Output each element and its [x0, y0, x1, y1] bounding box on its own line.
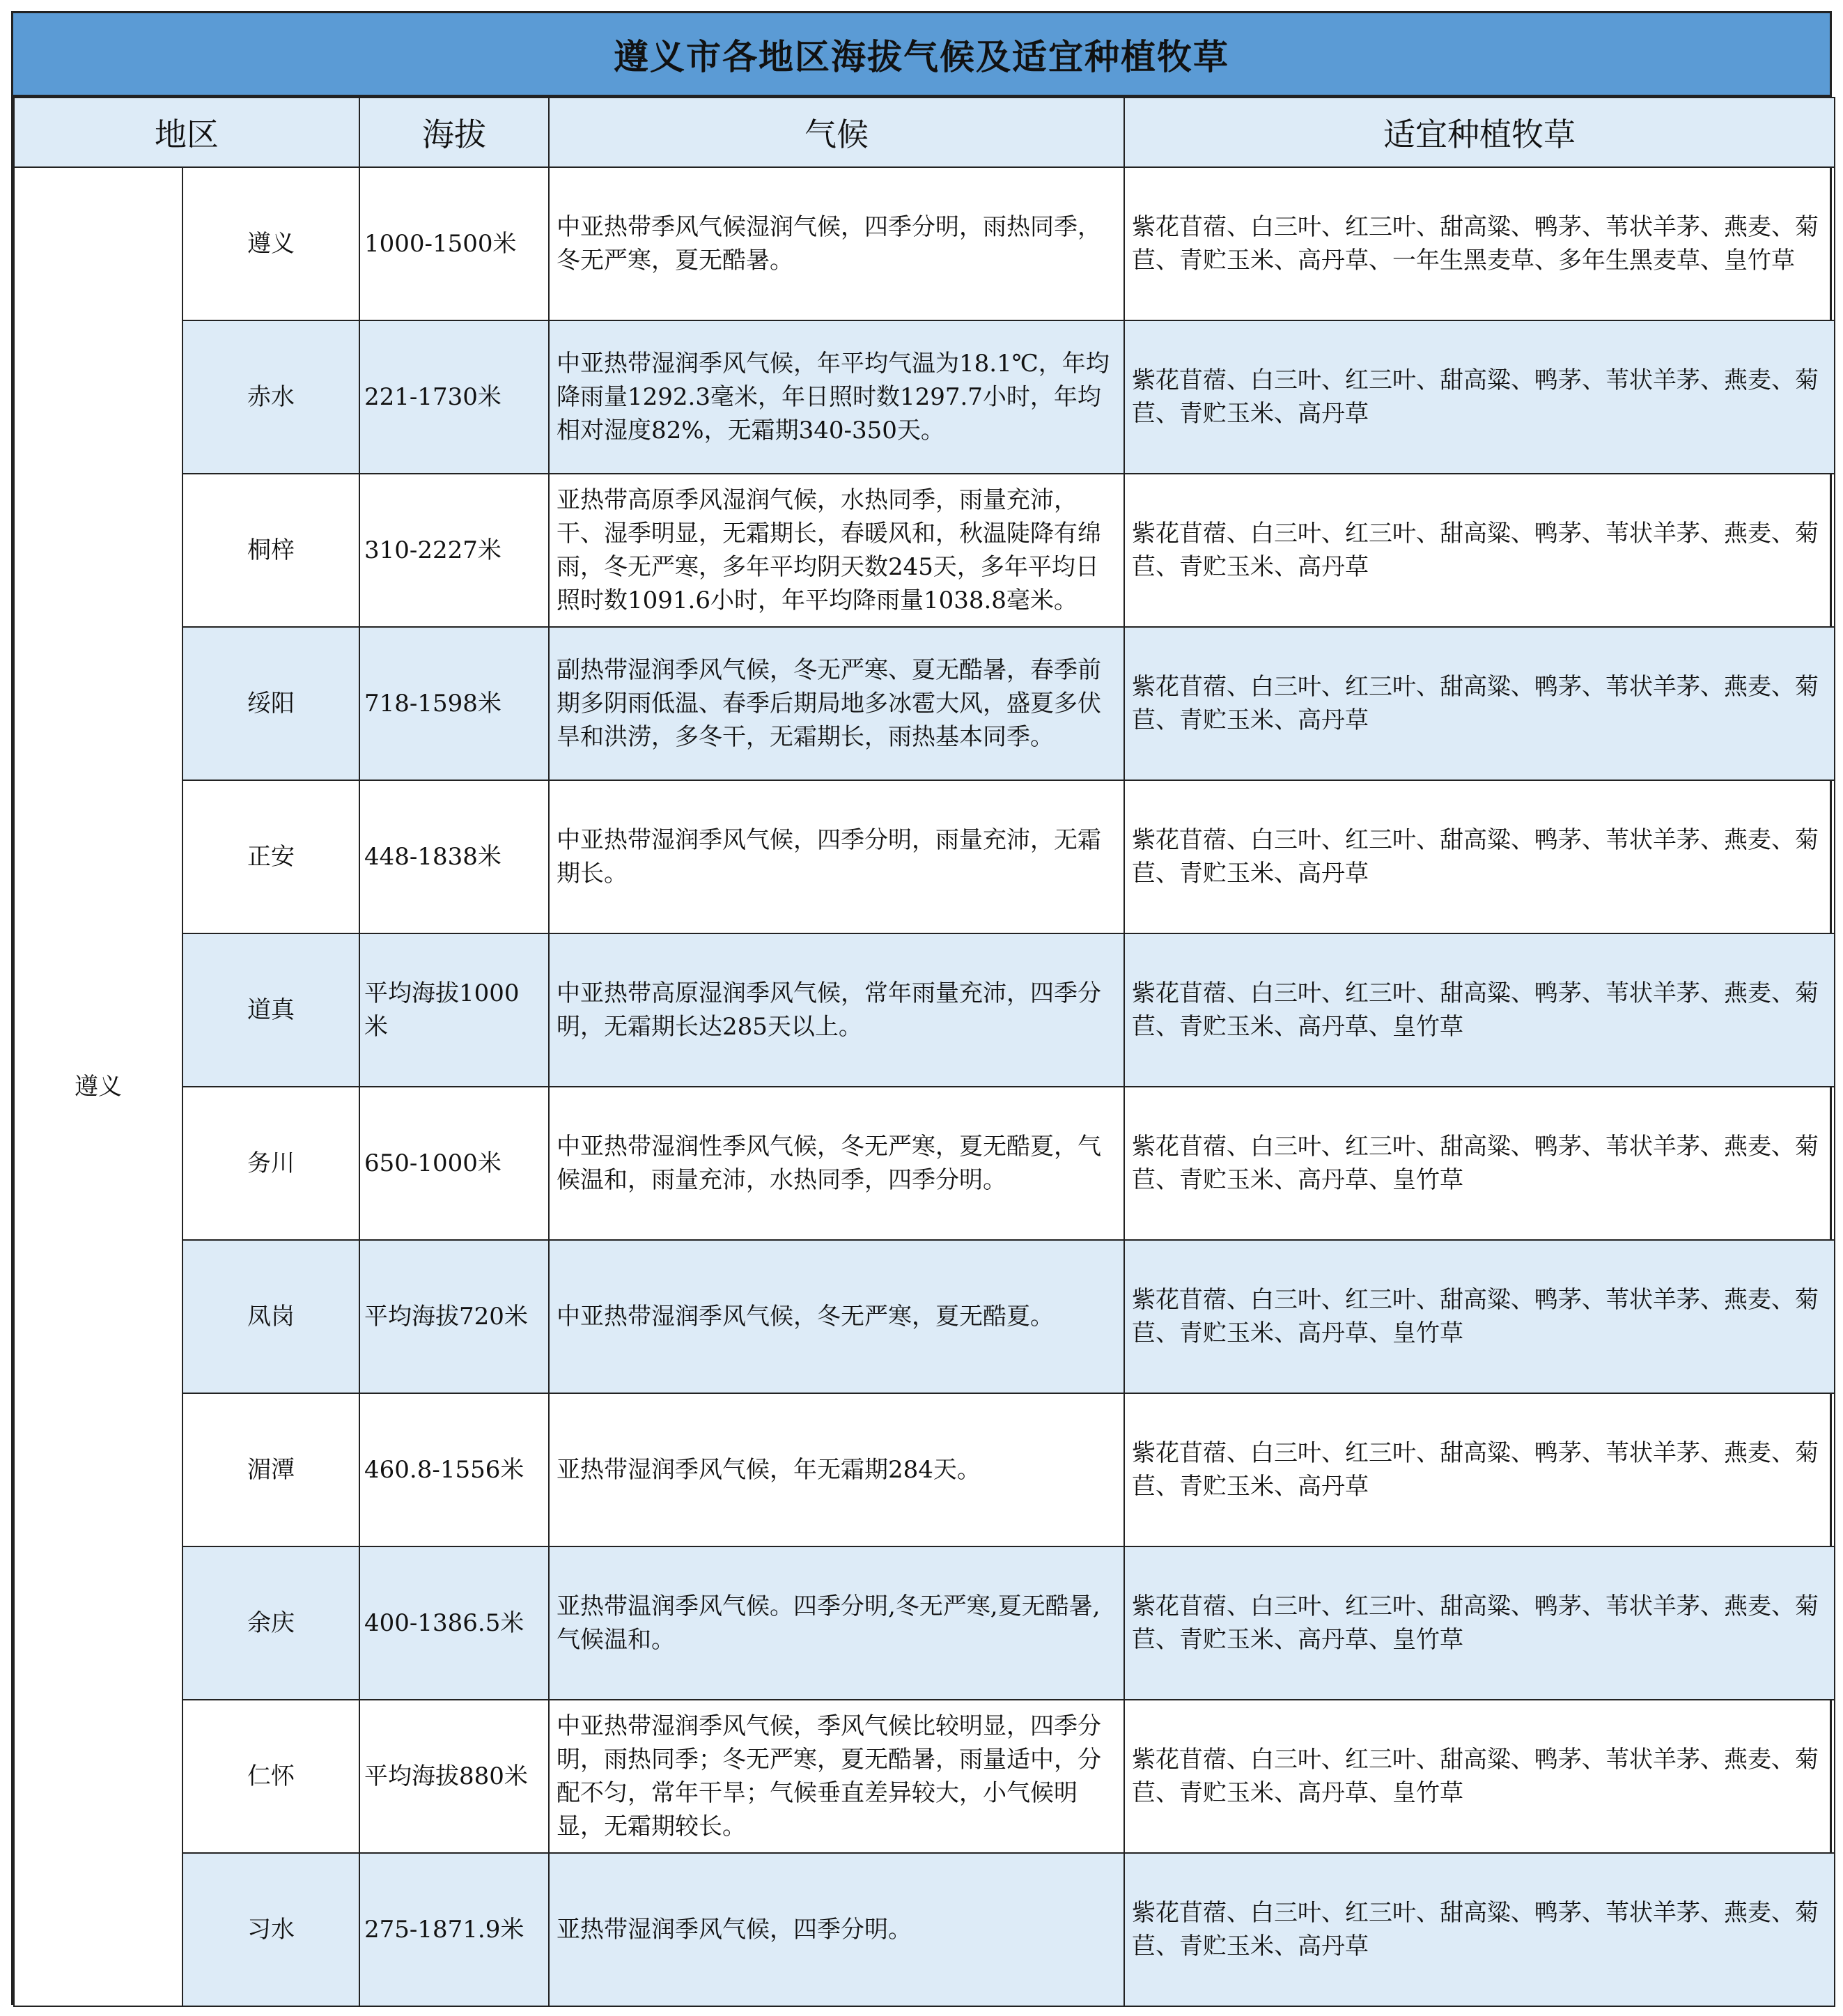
grass-cell: 紫花苜蓿、白三叶、红三叶、甜高粱、鸭茅、苇状羊茅、燕麦、菊苣、青贮玉米、高丹草、一年生黑麦草、多年生黑麦草、皇竹草: [1124, 167, 1835, 320]
district-name-cell: 仁怀: [182, 1700, 359, 1853]
climate-cell: 亚热带湿润季风气候，年无霜期284天。: [549, 1393, 1124, 1546]
climate-cell: 中亚热带季风气候湿润气候，四季分明，雨热同季，冬无严寒，夏无酷暑。: [549, 167, 1124, 320]
altitude-cell: 310-2227米: [359, 474, 549, 627]
district-name-cell: 凤岗: [182, 1240, 359, 1393]
climate-cell: 中亚热带湿润季风气候，冬无严寒，夏无酷夏。: [549, 1240, 1124, 1393]
table-title: 遵义市各地区海拔气候及适宜种植牧草: [13, 13, 1830, 97]
district-name-cell: 遵义: [182, 167, 359, 320]
altitude-cell: 400-1386.5米: [359, 1546, 549, 1700]
altitude-cell: 448-1838米: [359, 780, 549, 933]
header-grass: 适宜种植牧草: [1124, 98, 1835, 167]
district-name-cell: 务川: [182, 1087, 359, 1240]
altitude-cell: 平均海拔1000米: [359, 933, 549, 1087]
grass-cell: 紫花苜蓿、白三叶、红三叶、甜高粱、鸭茅、苇状羊茅、燕麦、菊苣、青贮玉米、高丹草: [1124, 474, 1835, 627]
district-name-cell: 正安: [182, 780, 359, 933]
table-row: [14, 320, 1835, 474]
table-row: [14, 1853, 1835, 2006]
altitude-cell: 650-1000米: [359, 1087, 549, 1240]
district-name-cell: 余庆: [182, 1546, 359, 1700]
table-row: [14, 1700, 1835, 1853]
table-row: [14, 1240, 1835, 1393]
grass-cell: 紫花苜蓿、白三叶、红三叶、甜高粱、鸭茅、苇状羊茅、燕麦、菊苣、青贮玉米、高丹草: [1124, 780, 1835, 933]
district-name-cell: 绥阳: [182, 627, 359, 780]
grass-cell: 紫花苜蓿、白三叶、红三叶、甜高粱、鸭茅、苇状羊茅、燕麦、菊苣、青贮玉米、高丹草、皇竹草: [1124, 1700, 1835, 1853]
climate-cell: 中亚热带高原湿润季风气候，常年雨量充沛，四季分明，无霜期长达285天以上。: [549, 933, 1124, 1087]
district-name-cell: 赤水: [182, 320, 359, 474]
table-row: [14, 1546, 1835, 1700]
grass-cell: 紫花苜蓿、白三叶、红三叶、甜高粱、鸭茅、苇状羊茅、燕麦、菊苣、青贮玉米、高丹草: [1124, 320, 1835, 474]
district-name-cell: 湄潭: [182, 1393, 359, 1546]
table-row: [14, 627, 1835, 780]
table-row: [14, 933, 1835, 1087]
grass-cell: 紫花苜蓿、白三叶、红三叶、甜高粱、鸭茅、苇状羊茅、燕麦、菊苣、青贮玉米、高丹草、皇竹草: [1124, 933, 1835, 1087]
grass-cell: 紫花苜蓿、白三叶、红三叶、甜高粱、鸭茅、苇状羊茅、燕麦、菊苣、青贮玉米、高丹草: [1124, 1393, 1835, 1546]
header-altitude: 海拔: [359, 98, 549, 167]
altitude-cell: 221-1730米: [359, 320, 549, 474]
altitude-cell: 平均海拔720米: [359, 1240, 549, 1393]
climate-cell: 副热带湿润季风气候，冬无严寒、夏无酷暑，春季前期多阴雨低温、春季后期局地多冰雹大风，盛夏多伏旱和洪涝，多冬干，无霜期长，雨热基本同季。: [549, 627, 1124, 780]
altitude-cell: 平均海拔880米: [359, 1700, 549, 1853]
grass-cell: 紫花苜蓿、白三叶、红三叶、甜高粱、鸭茅、苇状羊茅、燕麦、菊苣、青贮玉米、高丹草: [1124, 627, 1835, 780]
header-climate: 气候: [549, 98, 1124, 167]
table-row: [14, 474, 1835, 627]
header-row: [14, 98, 1835, 167]
grass-cell: 紫花苜蓿、白三叶、红三叶、甜高粱、鸭茅、苇状羊茅、燕麦、菊苣、青贮玉米、高丹草、皇竹草: [1124, 1087, 1835, 1240]
header-region: 地区: [14, 98, 359, 167]
district-name-cell: 道真: [182, 933, 359, 1087]
climate-cell: 亚热带湿润季风气候，四季分明。: [549, 1853, 1124, 2006]
climate-cell: 中亚热带湿润季风气候，年平均气温为18.1℃，年均降雨量1292.3毫米，年日照时数1297.7小时，年均相对湿度82%，无霜期340-350天。: [549, 320, 1124, 474]
table-row: [14, 1393, 1835, 1546]
table-row: [14, 780, 1835, 933]
climate-cell: 中亚热带湿润性季风气候，冬无严寒，夏无酷夏，气候温和，雨量充沛，水热同季，四季分明。: [549, 1087, 1124, 1240]
climate-cell: 中亚热带湿润季风气候，四季分明，雨量充沛，无霜期长。: [549, 780, 1124, 933]
altitude-cell: 460.8-1556米: [359, 1393, 549, 1546]
altitude-cell: 1000-1500米: [359, 167, 549, 320]
table-row: [14, 167, 1835, 320]
grass-cell: 紫花苜蓿、白三叶、红三叶、甜高粱、鸭茅、苇状羊茅、燕麦、菊苣、青贮玉米、高丹草、皇竹草: [1124, 1546, 1835, 1700]
district-name-cell: 桐梓: [182, 474, 359, 627]
climate-cell: 亚热带温润季风气候。四季分明,冬无严寒,夏无酷暑,气候温和。: [549, 1546, 1124, 1700]
grass-cell: 紫花苜蓿、白三叶、红三叶、甜高粱、鸭茅、苇状羊茅、燕麦、菊苣、青贮玉米、高丹草: [1124, 1853, 1835, 2006]
altitude-cell: 718-1598米: [359, 627, 549, 780]
table-row: [14, 1087, 1835, 1240]
climate-cell: 亚热带高原季风湿润气候，水热同季，雨量充沛，干、湿季明显，无霜期长，春暖风和，秋温陡降有绵雨，冬无严寒，多年平均阴天数245天，多年平均日照时数1091.6小时，年平均降雨量1038.8毫米。: [549, 474, 1124, 627]
altitude-cell: 275-1871.9米: [359, 1853, 549, 2006]
region-group-cell: 遵义: [14, 167, 182, 2006]
district-name-cell: 习水: [182, 1853, 359, 2006]
data-table: [13, 97, 1835, 2007]
climate-cell: 中亚热带湿润季风气候，季风气候比较明显，四季分明，雨热同季；冬无严寒，夏无酷暑，雨量适中，分配不匀，常年干旱；气候垂直差异较大，小气候明显，无霜期较长。: [549, 1700, 1124, 1853]
table-sheet: [11, 11, 1832, 2005]
grass-cell: 紫花苜蓿、白三叶、红三叶、甜高粱、鸭茅、苇状羊茅、燕麦、菊苣、青贮玉米、高丹草、皇竹草: [1124, 1240, 1835, 1393]
